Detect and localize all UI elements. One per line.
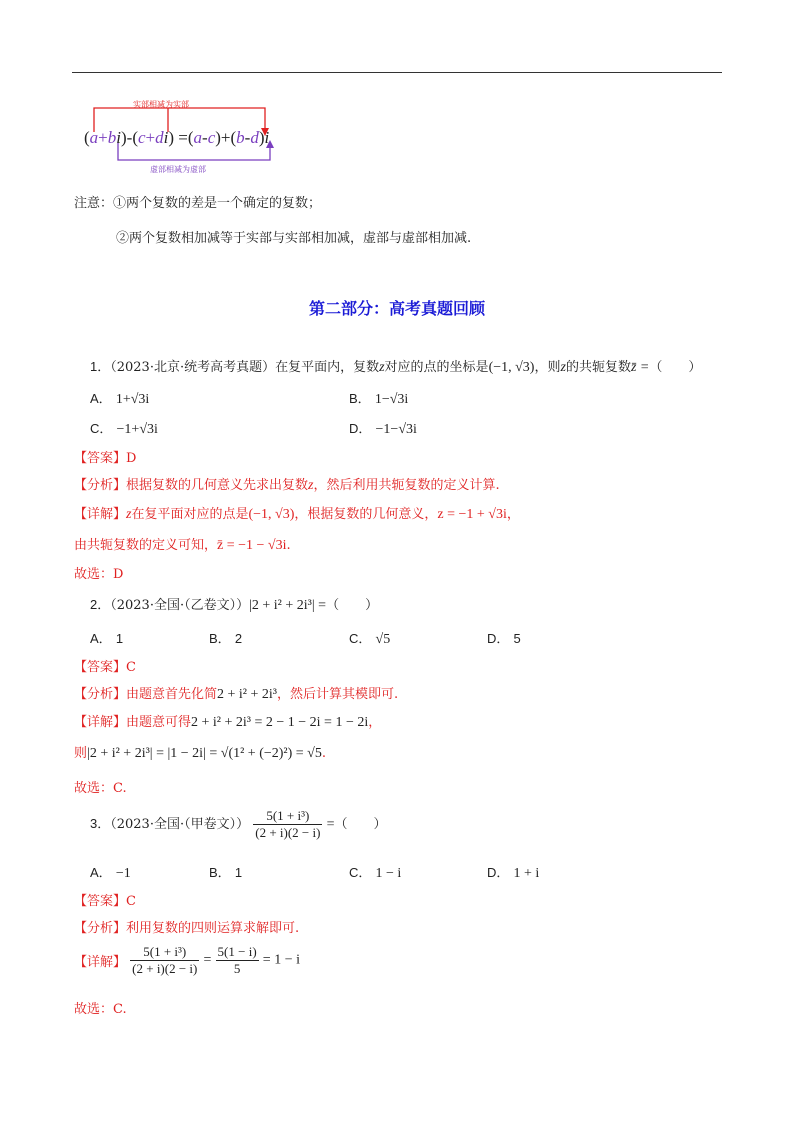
detail-formula: z = −1 + √3i	[437, 507, 507, 522]
option-d	[349, 418, 417, 438]
detail-text: .	[286, 538, 291, 553]
analysis-text: ，然后计算其模即可.	[276, 687, 399, 702]
option-label: C．	[349, 631, 372, 646]
question-1-stem	[90, 356, 701, 376]
option-b	[209, 628, 242, 647]
section-title: 第二部分：高考真题回顾	[308, 299, 485, 318]
note-prefix: 注意：	[74, 196, 114, 211]
formula-c: c	[207, 128, 216, 147]
formula-plus: +	[145, 128, 156, 147]
real-part-label: 实部相减为实部	[133, 100, 189, 109]
q2-detail	[74, 711, 381, 731]
var-z: z	[560, 360, 566, 375]
answer-blank: （ ）	[334, 817, 387, 832]
option-value: 1+√3i	[115, 392, 150, 407]
fraction-denominator: 5	[233, 961, 241, 976]
formula-minus: -	[202, 128, 208, 147]
option-c	[90, 418, 158, 438]
option-label: A．	[90, 865, 112, 880]
detail-text: ，	[506, 507, 520, 522]
question-number: 2．	[90, 597, 111, 612]
formula-b: b	[236, 128, 245, 147]
question-3-stem	[90, 808, 387, 841]
subtraction-formula	[84, 128, 269, 148]
detail-text: .	[321, 746, 327, 761]
option-label: D．	[487, 865, 510, 880]
q1-choose: 故选：D	[74, 567, 124, 582]
option-value: −1+√3i	[116, 422, 158, 437]
option-c	[349, 628, 390, 648]
option-value: −1	[115, 866, 131, 881]
formula-d: d	[250, 128, 259, 147]
analysis-text: 【分析】由题意首先化简	[74, 687, 218, 702]
detail-formula: |2 + i² + 2i³| = |1 − 2i| = √(1² + (−2)²) = √5	[87, 746, 322, 761]
note-1-text: ①两个复数的差是一个确定的复数；	[113, 196, 322, 211]
detail-text: ，根据复数的几何意义，	[294, 507, 438, 522]
detail-formula: 2 + i² + 2i³ = 2 − 1 − 2i = 1 − 2i	[191, 715, 369, 730]
coordinate: (−1, √3)	[248, 507, 295, 522]
q3-answer: 【答案】C	[74, 894, 136, 909]
formula-paren: )-(	[121, 128, 138, 147]
var-z: z	[308, 478, 314, 493]
formula-minus: -	[244, 128, 251, 147]
detail-label: 【详解】	[74, 507, 127, 522]
option-label: D．	[487, 631, 510, 646]
option-d	[487, 862, 539, 882]
formula-paren: (	[84, 128, 90, 147]
option-value: 1 + i	[513, 866, 540, 881]
q1-detail-2	[74, 534, 291, 554]
fraction-denominator: (2 + i)(2 − i)	[132, 961, 198, 976]
option-a	[90, 862, 131, 882]
option-label: D．	[349, 421, 372, 436]
option-value: 1−√3i	[374, 392, 409, 407]
question-fraction	[253, 808, 322, 841]
formula-paren: ) =(	[168, 128, 194, 147]
option-label: C．	[349, 865, 372, 880]
option-label: A．	[90, 391, 112, 406]
detail-text: 【详解】由题意可得	[74, 715, 192, 730]
header-rule	[72, 72, 722, 73]
formula-paren: )	[258, 128, 265, 147]
option-a	[90, 628, 123, 647]
formula-i: i	[264, 128, 270, 147]
detail-formula: z̄ = −1 − √3i	[217, 538, 287, 553]
q3-analysis: 【分析】利用复数的四则运算求解即可.	[74, 921, 300, 936]
option-c	[349, 862, 401, 882]
q2-choose: 故选：C.	[74, 781, 127, 796]
q1-detail	[74, 503, 520, 523]
answer-blank: （ ）	[649, 360, 702, 375]
detail-result: = 1 − i	[262, 952, 300, 968]
question-expr: |2 + i² + 2i³| =	[249, 598, 327, 613]
option-value: 5	[513, 631, 521, 646]
option-value: 2	[234, 631, 243, 646]
option-label: B．	[209, 865, 231, 880]
option-value: 1	[234, 865, 243, 880]
imag-part-label: 虚部相减为虚部	[150, 165, 206, 174]
stem-text: （2023·全国·（乙卷文））	[110, 598, 250, 613]
formula-d: d	[155, 128, 164, 147]
option-label: B．	[349, 391, 371, 406]
question-2-stem	[90, 594, 378, 614]
detail-fraction-1	[130, 944, 199, 977]
q2-detail-2	[74, 742, 326, 762]
detail-text: 由共轭复数的定义可知，	[74, 538, 218, 553]
formula-a: a	[89, 128, 99, 147]
fraction-numerator: 5(1 − i)	[217, 944, 257, 959]
note-2: ②两个复数相加减等于实部与实部相加减，虚部与虚部相加减.	[116, 231, 472, 246]
fraction-numerator: 5(1 + i³)	[253, 808, 322, 825]
detail-text: 则	[74, 746, 88, 761]
detail-text: 在复平面对应的点是	[131, 507, 249, 522]
q1-answer: 【答案】D	[74, 451, 137, 466]
q3-choose: 故选：C.	[74, 1002, 127, 1017]
detail-text: ，	[368, 715, 382, 730]
var-z: z	[126, 507, 132, 522]
formula-plus: +	[98, 128, 108, 147]
analysis-text: 【分析】根据复数的几何意义先求出复数	[74, 478, 309, 493]
option-label: A．	[90, 631, 112, 646]
q3-detail	[74, 944, 300, 977]
formula-a: a	[193, 128, 203, 147]
answer-blank: （ ）	[326, 598, 379, 613]
formula-i: i	[116, 128, 121, 147]
fraction-denominator: (2 + i)(2 − i)	[255, 825, 321, 840]
fraction-numerator: 5(1 + i³)	[130, 944, 199, 961]
detail-fraction-2	[216, 944, 259, 977]
option-d	[487, 628, 521, 647]
q1-analysis	[74, 474, 500, 494]
analysis-expr: 2 + i² + 2i³	[217, 687, 277, 702]
option-label: B．	[209, 631, 231, 646]
stem-text: 对应的点的坐标是	[384, 360, 489, 375]
formula-paren: )+(	[215, 128, 237, 147]
stem-text: （2023·北京·统考高考真题）在复平面内，复数	[110, 360, 380, 375]
option-value: 1	[115, 631, 124, 646]
q2-answer: 【答案】C	[74, 660, 136, 675]
z-conjugate: z̄ =	[630, 360, 650, 375]
question-number: 1．	[90, 359, 111, 374]
formula-b: b	[107, 128, 117, 147]
formula-i: i	[163, 128, 169, 147]
question-number: 3．	[90, 816, 111, 831]
stem-text: 的共轭复数	[565, 360, 631, 375]
stem-text: ，则	[534, 360, 561, 375]
option-value: 1 − i	[375, 866, 402, 881]
option-value: −1−√3i	[375, 422, 417, 437]
var-z: z	[379, 360, 385, 375]
option-label: C．	[90, 421, 113, 436]
detail-label: 【详解】	[74, 955, 127, 970]
equals-sign: =	[203, 952, 212, 968]
note-1	[74, 192, 321, 211]
analysis-text: ，然后利用共轭复数的定义计算.	[313, 478, 500, 493]
coordinate: (−1, √3)	[488, 360, 535, 375]
option-a	[90, 388, 149, 408]
q2-analysis	[74, 683, 398, 703]
formula-c: c	[137, 128, 146, 147]
option-b	[209, 862, 242, 881]
option-b	[349, 388, 408, 408]
equals-sign: =	[326, 817, 335, 832]
stem-text: （2023·全国·（甲卷文））	[110, 817, 250, 832]
option-value: √5	[375, 632, 391, 647]
